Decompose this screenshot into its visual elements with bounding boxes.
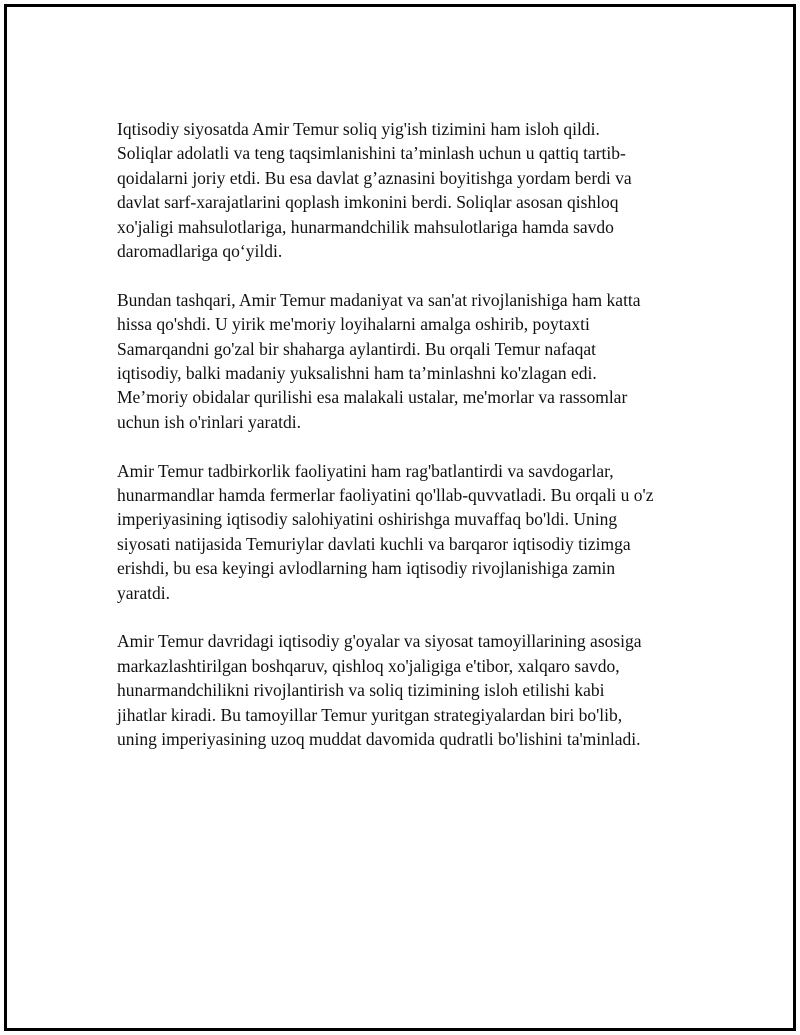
paragraph-3	[117, 459, 702, 605]
paragraph-line: Bundan tashqari, Amir Temur madaniyat va san'at rivojlanishiga ham katta	[117, 289, 641, 310]
paragraph-line: iqtisodiy, balki madaniy yuksalishni ham ta’minlashni ko'zlagan edi.	[117, 363, 597, 384]
paragraph-line: Iqtisodiy siyosatda Amir Temur soliq yig'ish tizimini ham isloh qildi.	[117, 119, 600, 139]
paragraph-line: hunarmandlar hamda fermerlar faoliyatini qo'llab-quvvatladi. Bu orqali u o'z	[117, 485, 654, 506]
paragraph-line: uning imperiyasining uzoq muddat davomida qudratli bo'lishini ta'minladi.	[117, 729, 641, 750]
paragraph-line: Me’moriy obidalar qurilishi esa malakali ustalar, me'morlar va rassomlar	[117, 387, 628, 408]
paragraph-2	[117, 288, 702, 434]
paragraph-line: markazlashtirilgan boshqaruv, qishloq xo'jaligiga e'tibor, xalqaro savdo,	[117, 655, 620, 676]
paragraph-line: hunarmandchilikni rivojlantirish va soliq tizimining isloh etilishi kabi	[117, 680, 605, 701]
paragraph-line: daromadlariga qo‘yildi.	[117, 241, 283, 262]
paragraph-line: jihatlar kiradi. Bu tamoyillar Temur yuritgan strategiyalardan biri bo'lib,	[117, 704, 623, 725]
paragraph-line: qoidalarni joriy etdi. Bu esa davlat g’aznasini boyitishga yordam berdi va	[117, 167, 632, 188]
paragraph-line: uchun ish o'rinlari yaratdi.	[117, 411, 301, 432]
paragraph-line: Amir Temur davridagi iqtisodiy g'oyalar va siyosat tamoyillarining asosiga	[117, 631, 642, 652]
paragraph-line: Soliqlar adolatli va teng taqsimlanishini ta’minlash uchun u qattiq tartib-	[117, 143, 626, 164]
paragraph-4	[117, 629, 702, 751]
paragraph-line: hissa qo'shdi. U yirik me'moriy loyihalarni amalga oshirib, poytaxti	[117, 314, 590, 335]
paragraph-1	[117, 117, 702, 263]
document-body	[117, 117, 702, 776]
paragraph-line: Samarqandni go'zal bir shaharga aylantirdi. Bu orqali Temur nafaqat	[117, 338, 596, 359]
paragraph-line: erishdi, bu esa keyingi avlodlarning ham iqtisodiy rivojlanishiga zamin	[117, 558, 616, 579]
paragraph-line: Amir Temur tadbirkorlik faoliyatini ham rag'batlantirdi va savdogarlar,	[117, 460, 614, 481]
paragraph-line: imperiyasining iqtisodiy salohiyatini oshirishga muvaffaq bo'ldi. Uning	[117, 509, 618, 530]
paragraph-line: xo'jaligi mahsulotlariga, hunarmandchilik mahsulotlariga hamda savdo	[117, 216, 614, 237]
paragraph-line: davlat sarf-xarajatlarini qoplash imkonini berdi. Soliqlar asosan qishloq	[117, 192, 619, 213]
paragraph-line: siyosati natijasida Temuriylar davlati kuchli va barqaror iqtisodiy tizimga	[117, 533, 631, 554]
paragraph-line: yaratdi.	[117, 582, 170, 603]
